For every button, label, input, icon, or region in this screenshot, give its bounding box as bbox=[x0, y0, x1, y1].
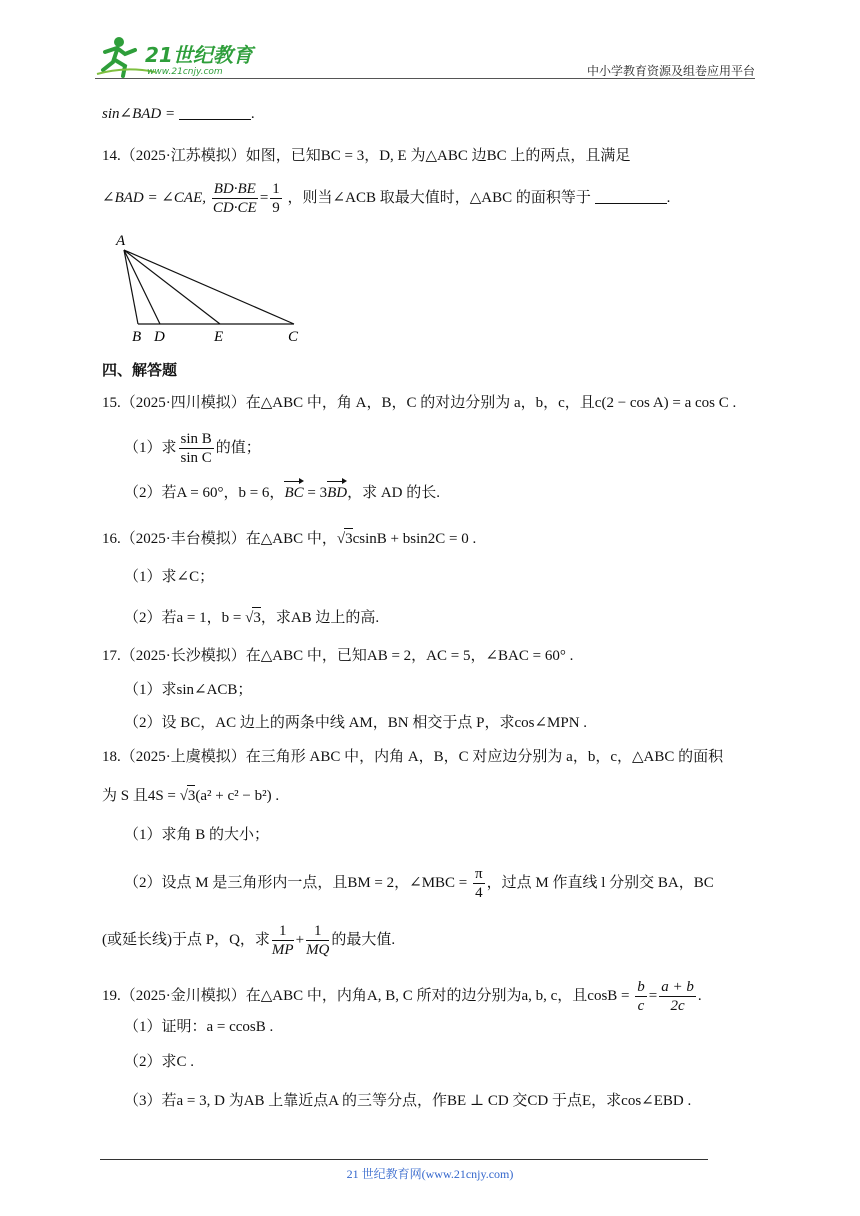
fraction: $\frac{\text{sin B}}{\text{sin C}}$ bbox=[180, 431, 212, 466]
footer-rule bbox=[100, 1159, 708, 1160]
answer-blank bbox=[179, 105, 251, 120]
label-e: E bbox=[214, 329, 224, 345]
fraction: $\frac{1}{MQ}$ bbox=[306, 923, 330, 958]
q16-part2: （2）若a = 1，b = √3，求AB 边上的高. bbox=[124, 607, 379, 628]
q19-part2: （2）求C . bbox=[124, 1054, 195, 1070]
fraction: $\frac{b}{c}$ bbox=[637, 979, 645, 1014]
q19-stem: 19.（2025·金川模拟）在△ABC 中，内角A, B, C 所对的边分别为a, b, c，且cosB = $\frac{b}{c}$ = $\frac{a + b}{2c}$ . bbox=[102, 979, 702, 1014]
q14-line1: 14.（2025·江苏模拟）如图，已知BC = 3，D, E 为△ABC 边BC 上的两点，且满足 bbox=[102, 148, 631, 164]
fraction: $\frac{a + b}{2c}$ bbox=[661, 979, 694, 1014]
q17-stem: 17.（2025·长沙模拟）在△ABC 中，已知AB = 2，AC = 5，∠BAC = 60° . bbox=[102, 648, 574, 664]
fraction: $\frac{1}{MP}$ bbox=[271, 923, 294, 958]
q18-stem1: 18.（2025·上虞模拟）在三角形 ABC 中，内角 A，B，C 对应边分别为 a，b，c，△ABC 的面积 bbox=[102, 749, 724, 765]
q16-stem: 16.（2025·丰台模拟）在△ABC 中，√3csinB + bsin2C = 0 . bbox=[102, 528, 476, 549]
q19-part1: （1）证明：a = ccosB . bbox=[124, 1019, 274, 1035]
q15-stem: 15.（2025·四川模拟）在△ABC 中，角 A，B，C 的对边分别为 a，b，c，且c(2 − cos A) = a cos C . bbox=[102, 395, 737, 411]
header-platform-text: 中小学教育资源及组卷应用平台 bbox=[586, 64, 755, 78]
fraction: $\frac{1}{9}$ bbox=[272, 181, 280, 216]
page-header bbox=[95, 30, 755, 80]
q14-line2: ∠BAD = ∠CAE, $\frac{BD\cdot BE}{CD\cdot CE}$ = $\frac{1}{9}$ ，则当∠ACB 取最大值时，△ABC 的面积等于 . bbox=[102, 181, 671, 216]
logo-text: 21世纪教育 bbox=[145, 43, 253, 67]
q16-part1: （1）求∠C； bbox=[124, 569, 215, 585]
triangle-figure bbox=[112, 230, 312, 348]
q17-part2: （2）设 BC，AC 边上的两条中线 AM，BN 相交于点 P，求cos∠MPN . bbox=[124, 715, 588, 731]
logo bbox=[95, 30, 265, 80]
label-c: C bbox=[288, 329, 299, 345]
answer-blank bbox=[595, 189, 667, 204]
q18-part1: （1）求角 B 的大小； bbox=[124, 827, 270, 843]
q18-part2-cont: (或延长线)于点 P，Q，求 $\frac{1}{MP}$ + $\frac{1}{MQ}$ 的最大值. bbox=[102, 923, 396, 958]
label-a: A bbox=[116, 233, 126, 249]
q19-part3: （3）若a = 3, D 为AB 上靠近点A 的三等分点，作BE ⊥ CD 交CD 于点E，求cos∠EBD . bbox=[124, 1093, 692, 1109]
fraction: $\frac{BD\cdot BE}{CD\cdot CE}$ bbox=[212, 181, 257, 216]
q18-part2: （2）设点 M 是三角形内一点，且BM = 2，∠MBC = $\frac{\pi}{4}$ ，过点 M 作直线 l 分别交 BA，BC bbox=[124, 866, 714, 901]
q17-part1: （1）求sin∠ACB； bbox=[124, 682, 253, 698]
q13-tail: sin∠BAD = . bbox=[102, 106, 255, 122]
label-d: D bbox=[154, 329, 165, 345]
source-tag: （2025·四川模拟） bbox=[120, 395, 246, 411]
source-tag: （2025·长沙模拟） bbox=[120, 648, 246, 664]
source-tag: （2025·上虞模拟） bbox=[120, 749, 246, 765]
source-tag: （2025·金川模拟） bbox=[120, 987, 246, 1004]
logo-url: www.21cnjy.com bbox=[147, 67, 223, 77]
section-title: 四、解答题 bbox=[102, 361, 178, 379]
q15-part2: （2）若A = 60°，b = 6，BC = 3BD，求 AD 的长. bbox=[124, 485, 440, 501]
q15-part1: （1）求 $\frac{\text{sin B}}{\text{sin C}}$ 的值； bbox=[124, 431, 261, 466]
q18-stem2: 为 S 且4S = √3(a² + c² − b²) . bbox=[102, 785, 279, 806]
header-rule bbox=[95, 78, 755, 79]
footer-link[interactable]: 21 世纪教育网(www.21cnjy.com) bbox=[346, 1167, 514, 1181]
fraction: $\frac{\pi}{4}$ bbox=[475, 866, 483, 901]
source-tag: （2025·江苏模拟） bbox=[120, 148, 246, 164]
source-tag: （2025·丰台模拟） bbox=[120, 531, 246, 547]
label-b: B bbox=[132, 329, 142, 345]
